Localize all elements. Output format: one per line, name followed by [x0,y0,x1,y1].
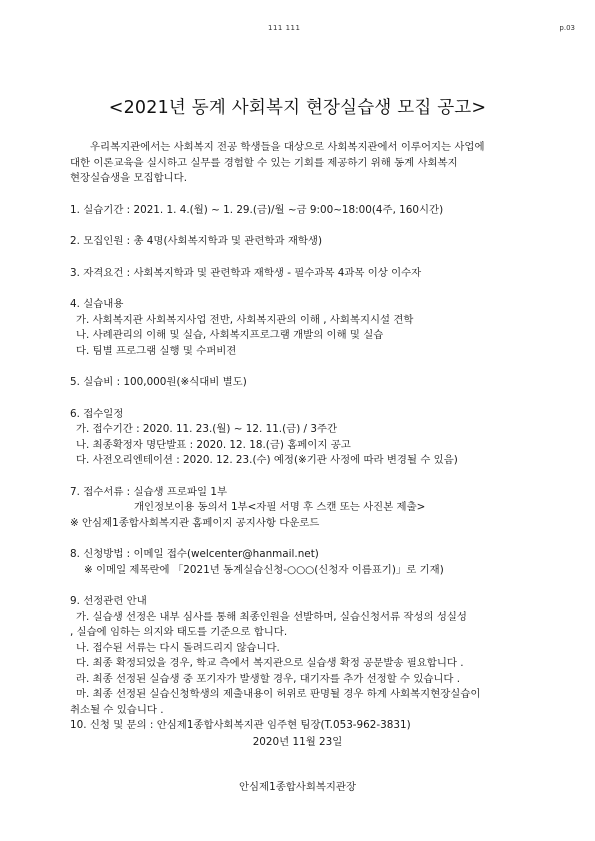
section-content-item: 가. 사회복지관 사회복지사업 전반, 사회복지관의 이해 , 사회복지시설 견학 [76,313,414,326]
section-selection-line: 마. 최종 선정된 실습신청학생의 제출내용이 허위로 판명될 경우 하계 사회복지현장실습이 [76,688,481,700]
section-content-item: 다. 팀별 프로그램 실행 및 수퍼비젼 [76,344,237,357]
section-apply-method [70,547,570,578]
section-apply-line: 8. 신청방법 : 이메일 접수(welcenter@hanmail.net) [70,548,319,560]
intro-line: 대한 이론교육을 실시하고 실무를 경험할 수 있는 기회를 제공하기 위해 동계 사회복지 [70,156,458,169]
section-schedule-item: 나. 최종확정자 명단발표 : 2020. 12. 18.(금) 홈페이지 공고 [76,438,351,451]
section-schedule-item: 다. 사전오리엔테이션 : 2020. 12. 23.(수) 예정(※기관 사정에 따라 변경될 수 있음) [76,454,458,466]
section-selection-line: 가. 실습생 선정은 내부 심사를 통해 최종인원을 선발하며, 실습신청서류 작성의 성실성 [76,610,467,623]
section-content [70,297,570,359]
section-schedule-heading: 6. 접수일정 [70,407,124,420]
section-selection-line: 다. 최종 확정되었을 경우, 학교 측에서 복지관으로 실습생 확정 공문발송 필요합니다 . [76,657,464,669]
section-apply-note: ※ 이메일 제목란에 「2021년 동계실습신청-○○○(신청자 이름표기)」로 기재) [84,563,444,576]
section-content-item: 나. 사례관리의 이해 및 실습, 사회복지프로그램 개발의 이해 및 실습 [76,329,384,341]
section-selection-line: , 실습에 임하는 의지와 태도를 기준으로 합니다. [70,626,288,638]
intro-paragraph [70,140,570,187]
notice-date: 2020년 11월 23일 [252,736,343,748]
section-period: 1. 실습기간 : 2021. 1. 4.(월) ~ 1. 29.(금)/월 ~금 9:00~18:00(4주, 160시간) [70,203,444,216]
page-number: p.03 [559,24,575,32]
intro-line: 우리복지관에서는 사회복지 전공 학생들을 대상으로 사회복지관에서 이루어지는 사업에 [90,141,485,153]
section-contact: 10. 신청 및 문의 : 안심제1종합사회복지관 임주현 팀장(T.053-962-3831) [70,719,411,731]
notice-title: <2021년 동계 사회복지 현장실습생 모집 공고> [108,98,487,118]
section-content-heading: 4. 실습내용 [70,298,124,310]
section-schedule-item: 가. 접수기간 : 2020. 11. 23.(월) ~ 12. 11.(금) / 3주간 [76,423,338,435]
section-recruit-count: 2. 모집인원 : 총 4명(사회복지학과 및 관련학과 재학생) [70,235,322,247]
intro-line: 현장실습생을 모집합니다. [70,172,188,184]
notice-body [70,140,570,734]
section-selection [70,594,570,718]
section-fee: 5. 실습비 : 100,000원(※식대비 별도) [70,376,247,388]
section-documents-line: 7. 접수서류 : 실습생 프로파일 1부 [70,485,227,498]
section-documents-line: 개인정보이용 동의서 1부<자필 서명 후 스캔 또는 사진본 제출> [134,501,426,513]
section-schedule [70,407,570,469]
fax-header-id: 111 111 [268,24,301,32]
notice-signer: 안심제1종합사회복지관장 [238,781,357,793]
section-documents-note: ※ 안심제1종합사회복지관 홈페이지 공지사항 다운로드 [70,516,320,529]
section-selection-heading: 9. 선정관련 안내 [70,595,147,607]
section-selection-line: 취소될 수 있습니다 . [70,703,164,716]
section-documents [70,485,570,532]
section-qualification: 3. 자격요건 : 사회복지학과 및 관련학과 재학생 - 필수과목 4과목 이상 이수자 [70,266,422,279]
section-selection-line: 나. 접수된 서류는 다시 돌려드리지 않습니다. [76,641,280,654]
section-selection-line: 라. 최종 선정된 실습생 중 포기자가 발생할 경우, 대기자를 추가 선정할 수 있습니다 . [76,672,461,685]
